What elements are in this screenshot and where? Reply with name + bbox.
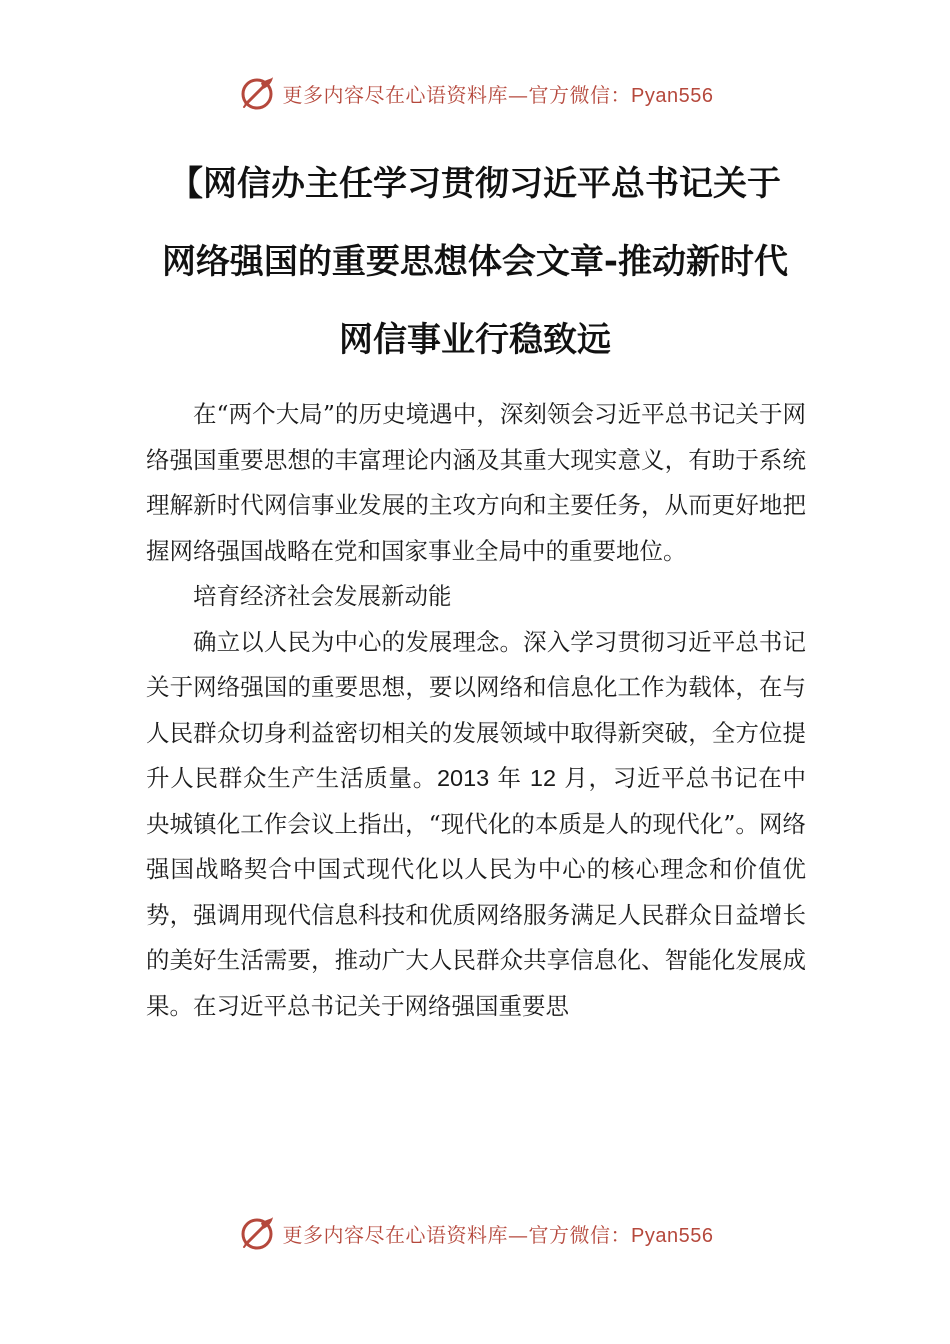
title-line-1: 【网信办主任学习贯彻习近平总书记关于 xyxy=(169,164,781,204)
title-line-2: 网络强国的重要思想体会文章-推动新时代 xyxy=(161,242,789,282)
paragraph-3 xyxy=(146,620,806,1030)
paragraph-3-part-2: 月，习近平总书记在中央城镇化工作会议上指出，“现代化的本质是人的现代化”。网络强国战略契合中国式现代化以人民为中心的核心理念和价值优势，强调用现代信息科技和优质网络服务满足人民群众日益增长的美好生活需要，推动广大人民群众共享信息化、智能化发展成果。在习近平总书记关于网络强国重要思 xyxy=(146,764,806,1020)
header-banner xyxy=(0,68,950,118)
quill-logo-icon xyxy=(237,73,277,113)
paragraph-3-part-1: 确立以人民为中心的发展理念。深入学习贯彻习近平总书记关于网络强国的重要思想，要以网络和信息化工作为载体，在与人民群众切身利益密切相关的发展领域中取得新突破，全方位提升人民群众生产生活质量。 xyxy=(146,627,806,792)
quill-logo-icon xyxy=(237,1213,277,1253)
paragraph-1: 在“两个大局”的历史境遇中，深刻领会习近平总书记关于网络强国重要思想的丰富理论内涵及其重大现实意义，有助于系统理解新时代网信事业发展的主攻方向和主要任务，从而更好地把握网络强国战略在党和国家事业全局中的重要地位。 xyxy=(146,400,806,565)
paragraph-3-year-unit: 年 xyxy=(497,764,522,792)
article-body xyxy=(146,392,806,1029)
header-banner-wechat-id: Pyan556 xyxy=(631,84,714,107)
paragraph-3-month: 12 xyxy=(529,765,557,791)
article-title xyxy=(140,145,810,379)
header-banner-cn: 更多内容尽在心语资料库—官方微信： xyxy=(282,82,632,107)
paragraph-3-year: 2013 xyxy=(436,765,490,791)
paragraph-2-heading: 培育经济社会发展新动能 xyxy=(193,582,452,610)
footer-banner-text xyxy=(283,1219,714,1248)
header-banner-text xyxy=(283,79,714,108)
footer-banner-cn: 更多内容尽在心语资料库—官方微信： xyxy=(282,1222,632,1247)
footer-banner-wechat-id: Pyan556 xyxy=(631,1224,714,1247)
title-line-3: 网信事业行稳致远 xyxy=(339,320,611,360)
footer-banner xyxy=(0,1208,950,1258)
